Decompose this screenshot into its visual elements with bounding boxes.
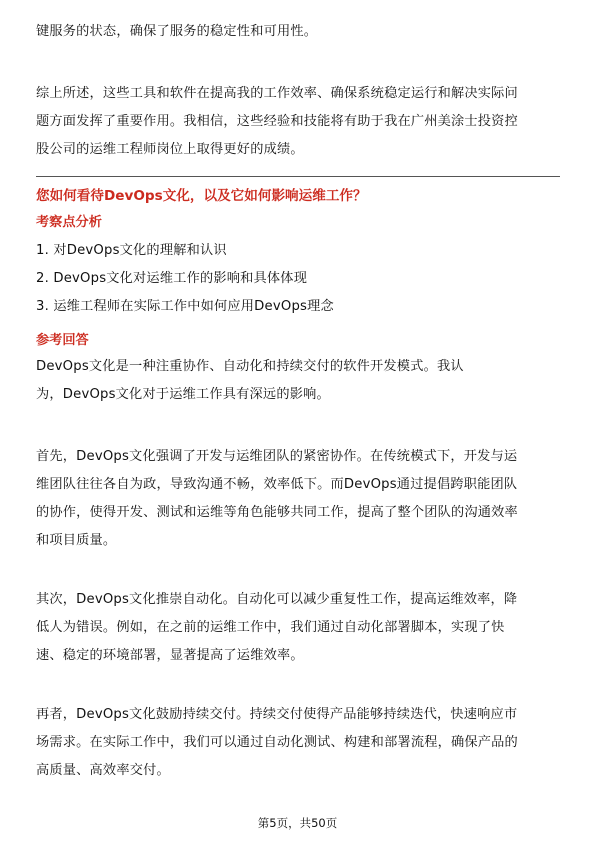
text-line: 速、稳定的环境部署，显著提高了运维效率。	[36, 648, 304, 663]
text-line: 和项目质量。	[36, 533, 117, 548]
text-line: 为，DevOps文化对于运维工作具有深远的影响。	[36, 387, 330, 402]
text-line: 低人为错误。例如，在之前的运维工作中，我们通过自动化部署脚本，实现了快	[36, 620, 505, 635]
intro-paragraph	[36, 18, 564, 46]
text-line: 题方面发挥了重要作用。我相信，这些经验和技能将有助于我在广州美涂士投资控	[36, 114, 518, 129]
analysis-item: 2. DevOps文化对运维工作的影响和具体体现	[36, 271, 308, 286]
text-line: 再者，DevOps文化鼓励持续交付。持续交付使得产品能够持续迭代，快速响应市	[36, 707, 518, 722]
text-line: 其次，DevOps文化推崇自动化。自动化可以减少重复性工作，提高运维效率，降	[36, 592, 518, 607]
summary-paragraph	[36, 80, 564, 164]
text-line: 首先，DevOps文化强调了开发与运维团队的紧密协作。在传统模式下，开发与运	[36, 449, 518, 464]
answer-paragraph-1	[36, 353, 564, 409]
text-line: 综上所述，这些工具和软件在提高我的工作效率、确保系统稳定运行和解决实际问	[36, 86, 518, 101]
analysis-item: 1. 对DevOps文化的理解和认识	[36, 243, 227, 258]
analysis-item: 3. 运维工程师在实际工作中如何应用DevOps理念	[36, 299, 334, 314]
text-line: 股公司的运维工程师岗位上取得更好的成绩。	[36, 142, 304, 157]
answer-paragraph-4	[36, 701, 564, 785]
text-line: 的协作，使得开发、测试和运维等角色能够共同工作，提高了整个团队的沟通效率	[36, 505, 518, 520]
section-divider	[36, 176, 560, 177]
answer-paragraph-2	[36, 443, 564, 555]
text-line: 场需求。在实际工作中，我们可以通过自动化测试、构建和部署流程，确保产品的	[36, 735, 518, 750]
page-number: 第5页，共50页	[257, 816, 338, 830]
answer-paragraph-3	[36, 586, 564, 670]
text-line: 维团队往往各自为政，导致沟通不畅，效率低下。而DevOps通过提倡跨职能团队	[36, 477, 518, 492]
text-line: 键服务的状态，确保了服务的稳定性和可用性。	[36, 24, 318, 39]
text-line: DevOps文化是一种注重协作、自动化和持续交付的软件开发模式。我认	[36, 359, 464, 374]
answer-heading: 参考回答	[36, 333, 89, 348]
question-title: 您如何看待DevOps文化，以及它如何影响运维工作？	[36, 188, 367, 204]
analysis-heading: 考察点分析	[36, 215, 102, 230]
text-line: 高质量、高效率交付。	[36, 763, 170, 778]
